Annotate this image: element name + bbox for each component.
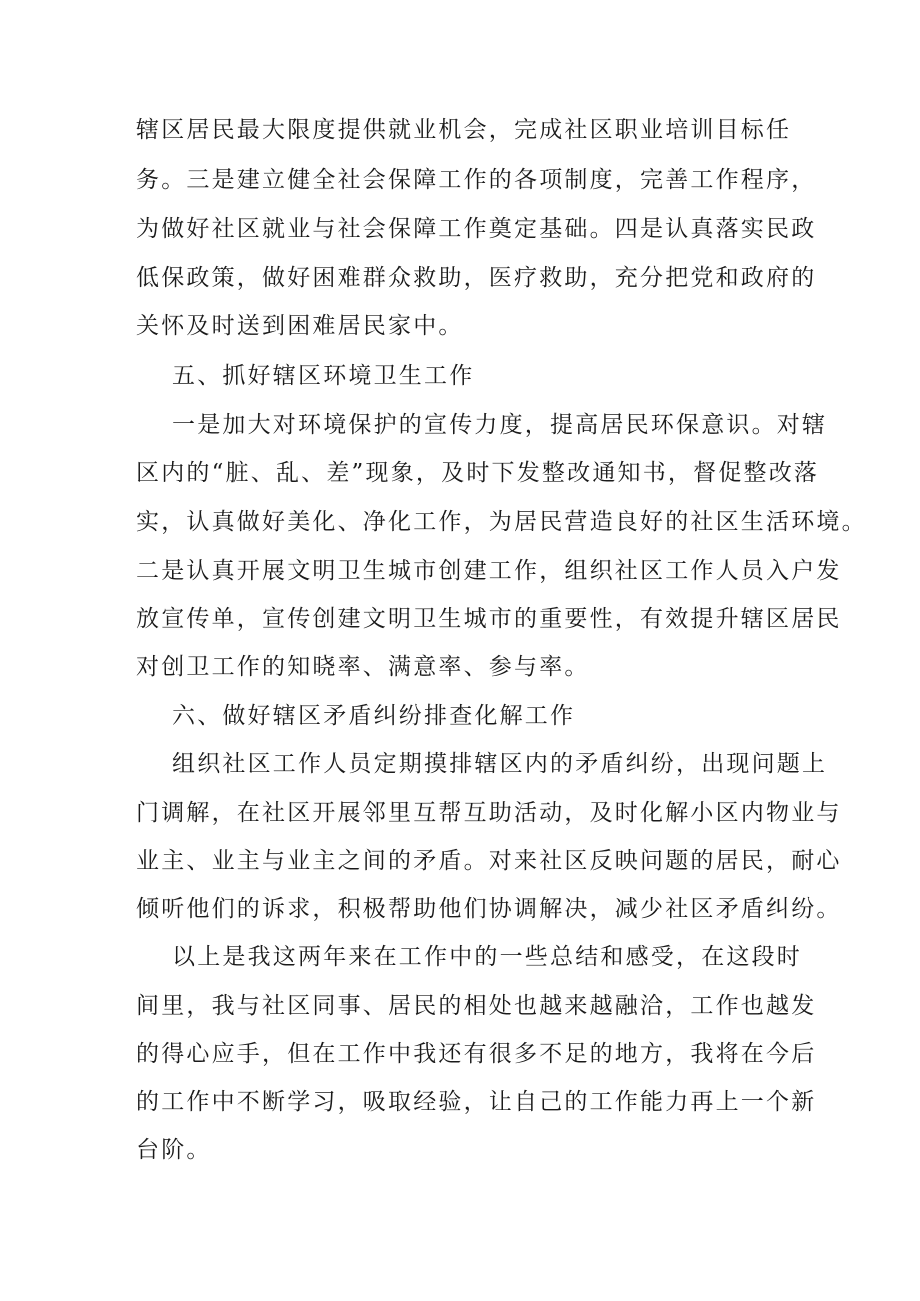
text-line: 业主、业主与业主之间的矛盾。对来社区反映问题的居民，耐心 <box>136 848 842 874</box>
text-line: 组织社区工作人员定期摸排辖区内的矛盾纠纷，出现问题上 <box>172 751 828 777</box>
text-line: 的工作中不断学习，吸取经验，让自己的工作能力再上一个新 <box>136 1089 817 1115</box>
text-line: 低保政策，做好困难群众救助，医疗救助，充分把党和政府的 <box>136 265 817 291</box>
text-line: 的得心应手，但在工作中我还有很多不足的地方，我将在今后 <box>136 1041 817 1067</box>
text-line: 辖区居民最大限度提供就业机会，完成社区职业培训目标任 <box>136 117 792 143</box>
text-line: 关怀及时送到困难居民家中。 <box>136 313 464 339</box>
text-line: 实，认真做好美化、净化工作，为居民营造良好的社区生活环境。 <box>136 509 867 535</box>
text-line: 对创卫工作的知晓率、满意率、参与率。 <box>136 654 590 680</box>
text-line: 倾听他们的诉求，积极帮助他们协调解决，减少社区矛盾纠纷。 <box>136 896 842 922</box>
text-line: 以上是我这两年来在工作中的一些总结和感受，在这段时 <box>172 944 802 970</box>
text-line: 放宣传单，宣传创建文明卫生城市的重要性，有效提升辖区居民 <box>136 606 842 632</box>
text-line: 台阶。 <box>136 1137 212 1163</box>
text-line: 区内的“脏、乱、差”现象，及时下发整改通知书，督促整改落 <box>136 460 820 486</box>
section-heading: 六、做好辖区矛盾纠纷排查化解工作 <box>172 703 576 729</box>
text-line: 间里，我与社区同事、居民的相处也越来越融洽，工作也越发 <box>136 993 817 1019</box>
text-line: 门调解，在社区开展邻里互帮互助活动，及时化解小区内物业与 <box>136 800 842 826</box>
text-line: 二是认真开展文明卫生城市创建工作，组织社区工作人员入户发 <box>136 558 842 584</box>
section-heading: 五、抓好辖区环境卫生工作 <box>172 363 475 389</box>
text-line: 一是加大对环境保护的宣传力度，提高居民环保意识。对辖 <box>172 412 828 438</box>
text-line: 为做好社区就业与社会保障工作奠定基础。四是认真落实民政 <box>136 216 817 242</box>
text-line: 务。三是建立健全社会保障工作的各项制度，完善工作程序， <box>136 167 817 193</box>
